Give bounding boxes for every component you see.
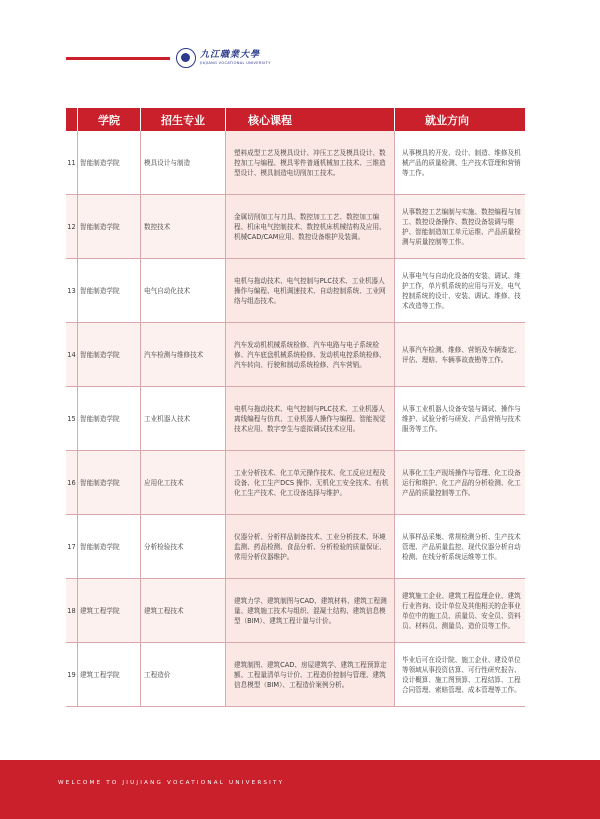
logo-chinese-name: 九江職業大學 xyxy=(200,50,261,60)
logo-english-name: JIUJIANG VOCATIONAL UNIVERSITY xyxy=(200,61,271,65)
row-courses: 电机与拖动技术、电气控制与PLC技术、工业机器人离线编程与仿真、工业机器人操作与编程、智能视觉技术应用、数字孪生与虚拟调试技术应用。 xyxy=(226,387,395,450)
university-logo xyxy=(176,48,271,68)
row-courses: 工业分析技术、化工单元操作技术、化工反应过程及设备、化工生产DCS 操作、无机化工安全技术、有机化工生产技术、化工设备选择与维护。 xyxy=(226,451,395,514)
row-major: 工业机器人技术 xyxy=(141,387,226,450)
footer-band xyxy=(0,760,600,819)
row-courses: 建筑制图、建筑CAD、房屋建筑学、建筑工程预算定额、工程量清单与计价、工程造价控制与管理、建筑信息模型（BIM）、工程造价案例分析。 xyxy=(226,643,395,706)
row-major: 工程造价 xyxy=(141,643,226,706)
university-seal-icon xyxy=(176,48,196,68)
row-career: 建筑施工企业、建筑工程监理企业、建筑行业咨询、设计单位及其他相关的企事业单位中的施工员、质量员、安全员、资料员、材料员、测量员、造价员等工作。 xyxy=(395,579,525,642)
row-number: 19 xyxy=(66,643,78,706)
row-college: 建筑工程学院 xyxy=(78,643,141,706)
row-major: 电气自动化技术 xyxy=(141,259,226,322)
table-row xyxy=(66,131,525,195)
row-college: 智能制造学院 xyxy=(78,195,141,258)
table-row xyxy=(66,323,525,387)
row-career: 毕业后可在设计院、施工企业、建设单位等领域从事投资估算、可行性研究报告、设计概算、施工图预算、工程结算、工程合同管理、索赔管理、成本管理等工作。 xyxy=(402,655,521,694)
row-courses: 塑料成型工艺及模具设计、冲压工艺及模具设计、数控加工与编程、模具零件普通机械加工技术、三维造型设计、模具制造电切削加工技术。 xyxy=(226,131,395,194)
row-courses: 仪器分析、分析样品制备技术、工业分析技术、环境监测、药品检测、食品分析、分析检验的质量保证、常用分析仪器维护。 xyxy=(226,515,395,578)
header-courses: 核心课程 xyxy=(226,108,395,131)
row-number: 18 xyxy=(66,579,78,642)
row-courses: 建筑力学、建筑制图与CAD、建筑材料、建筑工程测量、建筑施工技术与组织、混凝土结构、建筑信息模型（BIM）、建筑工程计量与计价。 xyxy=(226,579,395,642)
row-major: 应用化工技术 xyxy=(141,451,226,514)
row-number: 15 xyxy=(66,387,78,450)
row-college: 智能制造学院 xyxy=(78,387,141,450)
table-header xyxy=(66,108,525,131)
row-college: 智能制造学院 xyxy=(78,131,141,194)
header-major: 招生专业 xyxy=(141,108,226,131)
row-major: 模具设计与制造 xyxy=(141,131,226,194)
row-career: 从事汽车检测、维修、营销及车辆鉴定、评估、理赔、车辆事故查勘等工作。 xyxy=(395,323,525,386)
row-number: 11 xyxy=(66,131,78,194)
majors-table xyxy=(66,108,525,707)
header-college: 学院 xyxy=(78,108,141,131)
row-courses: 金属切削加工与刀具、数控加工工艺、数控加工编程、机床电气控制技术、数控机床机械结构及应用、机械CAD/CAM应用、数控设备维护及装调。 xyxy=(226,195,395,258)
table-row xyxy=(66,259,525,323)
row-college: 智能制造学院 xyxy=(78,451,141,514)
row-courses: 电机与拖动技术、电气控制与PLC技术、工业机器人操作与编程、电机调速技术、自动控制系统、工业网络与组态技术。 xyxy=(226,259,395,322)
header-number xyxy=(66,108,78,131)
row-major: 汽车检测与维修技术 xyxy=(141,323,226,386)
row-number: 17 xyxy=(66,515,78,578)
table-row xyxy=(66,387,525,451)
header-rule xyxy=(66,57,170,60)
header-career: 就业方向 xyxy=(425,113,469,127)
row-career: 从事工业机器人设备安装与调试、操作与维护、试验分析与研发、产品营销与技术服务等工作。 xyxy=(402,404,521,433)
row-college: 智能制造学院 xyxy=(78,323,141,386)
row-major: 建筑工程技术 xyxy=(141,579,226,642)
row-major: 分析检验技术 xyxy=(141,515,226,578)
row-college: 智能制造学院 xyxy=(78,515,141,578)
row-career: 从事数控工艺编制与实施、数控编程与加工、数控设备操作、数控设备装调与维护、智能制造加工单元运维、产品质量检测与质量控制等工作。 xyxy=(395,195,525,258)
row-career: 从事电气与自动化设备的安装、调试、维护工作，单片机系统的应用与开发，电气控制系统的设计、安装、调试、维修、技术改造等工作。 xyxy=(402,271,521,310)
table-row xyxy=(66,579,525,643)
row-career: 从事模具的开发、设计、制造、维修及机械产品的质量检测、生产技术管理和营销等工作。 xyxy=(402,148,521,177)
row-career: 从事样品采集、常规检测分析、生产技术管理、产品质量监控、现代仪器分析自动检测、在线分析系统运维等工作。 xyxy=(402,532,521,561)
row-courses: 汽车发动机机械系统检修、汽车电路与电子系统检修、汽车底盘机械系统检修、发动机电控系统检修、汽车转向、行驶和制动系统检修、汽车营销。 xyxy=(226,323,395,386)
table-row xyxy=(66,451,525,515)
table-row xyxy=(66,195,525,259)
row-number: 14 xyxy=(66,323,78,386)
table-row xyxy=(66,643,525,707)
table-row xyxy=(66,515,525,579)
row-college: 建筑工程学院 xyxy=(78,579,141,642)
row-career: 从事化工生产现场操作与管理、化工设备运行和维护、化工产品的分析检测、化工产品的质量控制等工作。 xyxy=(395,451,525,514)
row-number: 12 xyxy=(66,195,78,258)
row-college: 智能制造学院 xyxy=(78,259,141,322)
row-number: 13 xyxy=(66,259,78,322)
row-major: 数控技术 xyxy=(141,195,226,258)
row-number: 16 xyxy=(66,451,78,514)
footer-welcome-text: WELCOME TO JIUJIANG VOCATIONAL UNIVERSITY xyxy=(58,780,285,786)
